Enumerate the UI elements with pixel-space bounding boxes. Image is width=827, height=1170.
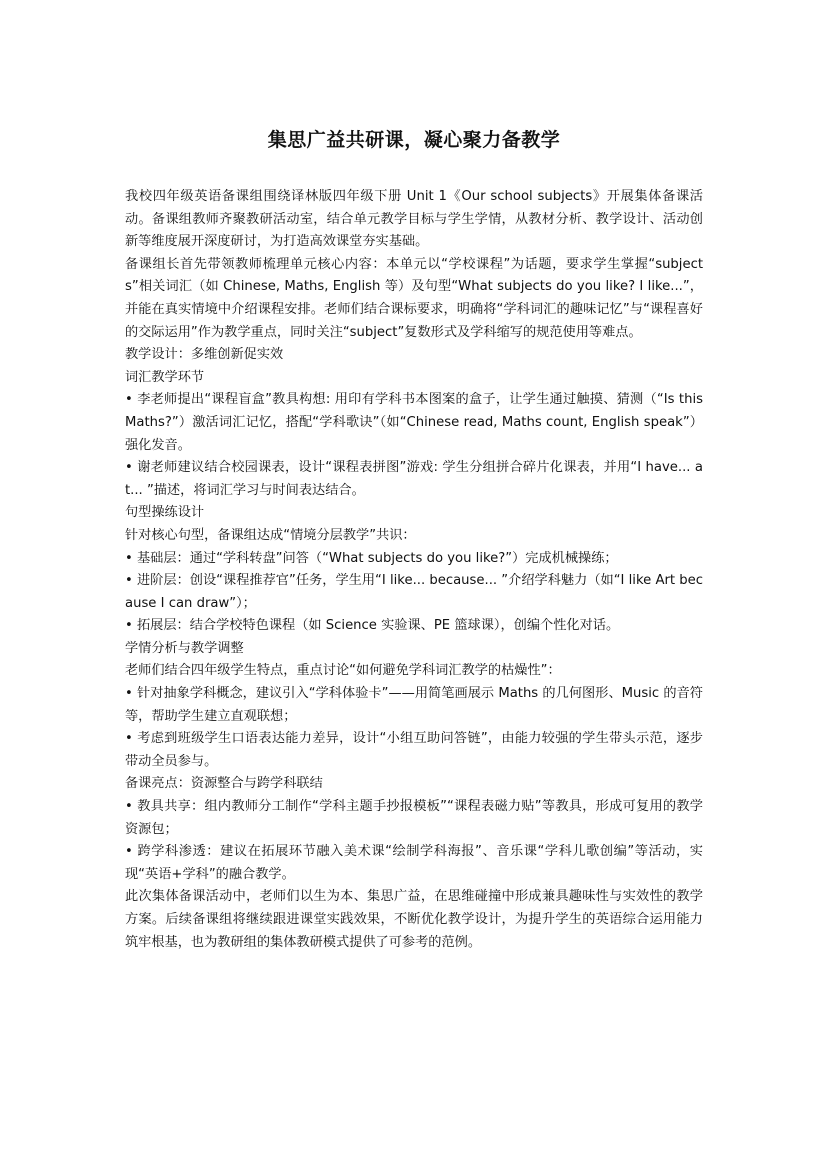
subheading-learner-analysis: 学情分析与教学调整 [125,640,244,656]
document-page [125,127,703,954]
document-body [125,186,703,954]
bullet-advanced-level: • 进阶层：创设“课程推荐官”任务，学生用“I like... because... ”介绍学科魅力（如“I like Art because I can draw”）； [125,573,703,611]
paragraph-unit-content: 备课组长首先带领教师梳理单元核心内容：本单元以“学校课程”为话题，要求学生掌握“subjects”相关词汇（如 Chinese, Maths, English 等）及句型“What subjects do you like? I like...”，并能在真实情境中介绍课程安排。老师们结合课标要求，明确将“学科词汇的趣味记忆”与“课程喜好的交际运用”作为教学重点，同时关注“subject”复数形式及学科缩写的规范使用等难点。 [125,256,703,340]
paragraph-intro: 我校四年级英语备课组围绕译林版四年级下册 Unit 1《Our school subjects》开展集体备课活动。备课组教师齐聚教研活动室，结合单元教学目标与学生学情，从教材分析、教学设计、活动创新等维度展开深度研讨，为打造高效课堂夯实基础。 [125,189,703,250]
bullet-experience-card: • 针对抽象学科概念，建议引入“学科体验卡”——用简笔画展示 Maths 的几何图形、Music 的音符等，帮助学生建立直观联想； [125,686,703,724]
bullet-cross-subject: • 跨学科渗透：建议在拓展环节融入美术课“绘制学科海报”、音乐课“学科儿歌创编”等活动，实现“英语+学科”的融合教学。 [125,844,703,882]
paragraph-conclusion: 此次集体备课活动中，老师们以生为本、集思广益，在思维碰撞中形成兼具趣味性与实效性的教学方案。后续备课组将继续跟进课堂实践效果，不断优化教学设计，为提升学生的英语综合运用能力筑牢根基，也为教研组的集体教研模式提供了可参考的范例。 [125,889,703,950]
bullet-vocabulary-1: • 李老师提出“课程盲盒”教具构想: 用印有学科书本图案的盒子，让学生通过触摸、猜测（“Is this Maths?”）激活词汇记忆，搭配“学科歌诀”（如“Chinese read, Maths count, English speak”）强化发音。 [125,392,703,453]
bullet-vocabulary-2: • 谢老师建议结合校园课表，设计“课程表拼图”游戏: 学生分组拼合碎片化课表，并用“I have... at... ”描述，将词汇学习与时间表达结合。 [125,460,703,498]
subheading-sentence-drill: 句型操练设计 [125,505,205,521]
bullet-basic-level: • 基础层：通过“学科转盘”问答（“What subjects do you like?”）完成机械操练； [125,550,618,566]
subheading-vocabulary: 词汇教学环节 [125,369,205,385]
heading-highlights: 备课亮点：资源整合与跨学科联结 [125,776,323,792]
heading-teaching-design: 教学设计：多维创新促实效 [125,347,284,363]
paragraph-consensus: 针对核心句型，备课组达成“情境分层教学”共识： [125,527,416,543]
bullet-extension-level: • 拓展层：结合学校特色课程（如 Science 实验课、PE 篮球课），创编个性化对话。 [125,618,620,634]
document-title: 集思广益共研课，凝心聚力备教学 [267,129,561,151]
bullet-resource-sharing: • 教具共享：组内教师分工制作“学科主题手抄报模板”“课程表磁力贴”等教具，形成可复用的教学资源包； [125,799,703,837]
bullet-peer-chain: • 考虑到班级学生口语表达能力差异，设计“小组互助问答链”，由能力较强的学生带头示范，逐步带动全员参与。 [125,731,703,769]
paragraph-discussion: 老师们结合四年级学生特点，重点讨论“如何避免学科词汇教学的枯燥性”： [125,663,561,679]
